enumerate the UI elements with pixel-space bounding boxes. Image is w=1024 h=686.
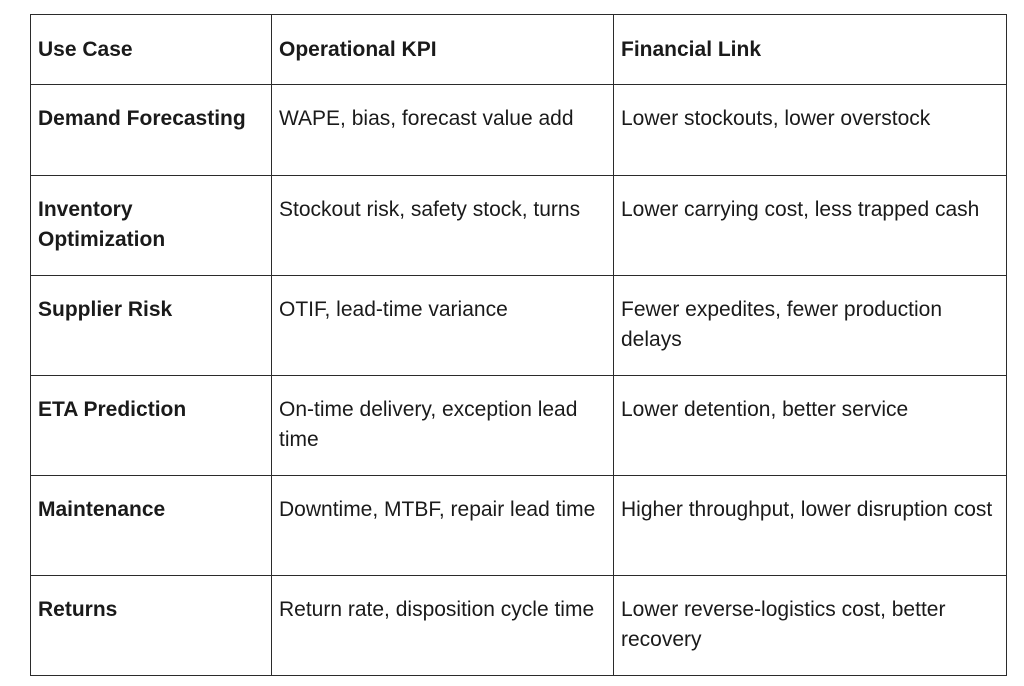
kpi-cell: On-time delivery, exception lead time	[272, 376, 614, 476]
table-row	[31, 576, 1007, 676]
use-case-cell: Inventory Optimization	[31, 176, 272, 276]
use-case-cell: ETA Prediction	[31, 376, 272, 476]
financial-link-cell: Fewer expedites, fewer production delays	[614, 276, 1007, 376]
use-case-cell: Maintenance	[31, 476, 272, 576]
financial-link-cell: Lower detention, better service	[614, 376, 1007, 476]
kpi-cell: WAPE, bias, forecast value add	[272, 85, 614, 176]
table-row	[31, 176, 1007, 276]
table-row	[31, 276, 1007, 376]
financial-link-cell: Lower stockouts, lower overstock	[614, 85, 1007, 176]
table-row	[31, 476, 1007, 576]
kpi-cell: Return rate, disposition cycle time	[272, 576, 614, 676]
use-case-cell: Returns	[31, 576, 272, 676]
header-use-case: Use Case	[31, 15, 272, 85]
kpi-cell: Downtime, MTBF, repair lead time	[272, 476, 614, 576]
financial-link-cell: Lower reverse-logistics cost, better recovery	[614, 576, 1007, 676]
financial-link-cell: Higher throughput, lower disruption cost	[614, 476, 1007, 576]
financial-link-cell: Lower carrying cost, less trapped cash	[614, 176, 1007, 276]
kpi-cell: OTIF, lead-time variance	[272, 276, 614, 376]
header-operational-kpi: Operational KPI	[272, 15, 614, 85]
use-case-cell: Supplier Risk	[31, 276, 272, 376]
table-row	[31, 376, 1007, 476]
kpi-table-container	[30, 14, 1007, 676]
kpi-cell: Stockout risk, safety stock, turns	[272, 176, 614, 276]
kpi-table	[30, 14, 1007, 676]
table-row	[31, 85, 1007, 176]
use-case-cell: Demand Forecasting	[31, 85, 272, 176]
header-financial-link: Financial Link	[614, 15, 1007, 85]
table-header-row	[31, 15, 1007, 85]
